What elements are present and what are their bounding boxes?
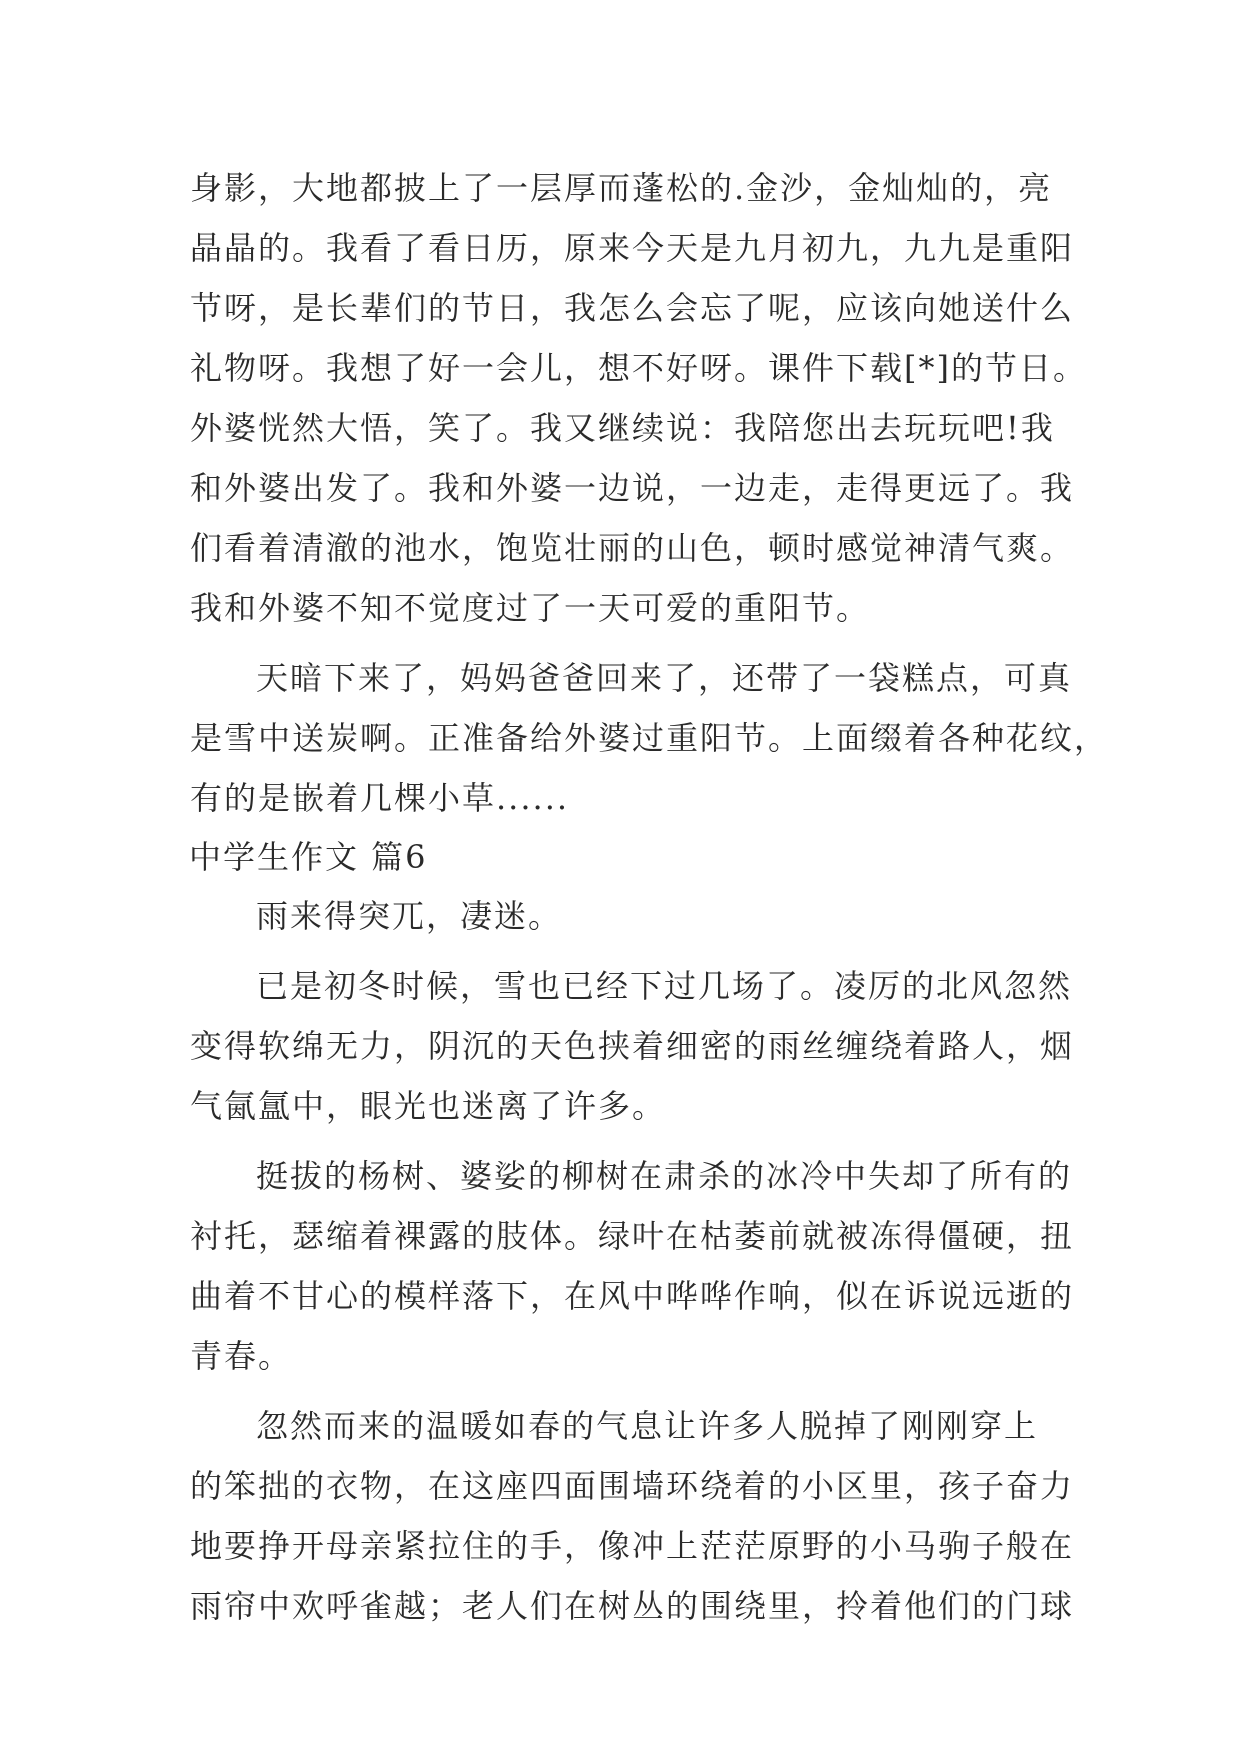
- text-line: 身影，大地都披上了一层厚而蓬松的.金沙，金灿灿的，亮: [190, 169, 1053, 207]
- text-line: 外婆恍然大悟，笑了。我又继续说：我陪您出去玩玩吧!我: [190, 409, 1055, 447]
- paragraph-1: [190, 158, 1087, 638]
- text-line: 我和外婆不知不觉度过了一天可爱的重阳节。: [190, 589, 871, 627]
- text-line: 挺拔的杨树、婆娑的柳树在肃杀的冰冷中失却了所有的: [256, 1157, 1073, 1195]
- paragraph-gap: [190, 946, 1070, 956]
- text-line: 忽然而来的温暖如春的气息让许多人脱掉了刚刚穿上: [256, 1407, 1039, 1445]
- document-body: [189, 158, 1109, 1636]
- section-paragraph-4: [190, 1396, 1075, 1636]
- section-paragraph-3: [190, 1146, 1075, 1386]
- text-line: 晶晶的。我看了看日历，原来今天是九月初九，九九是重阳: [190, 229, 1075, 267]
- text-line: 节呀，是长辈们的节日，我怎么会忘了呢，应该向她送什么: [190, 289, 1075, 327]
- text-line: 气氤氲中，眼光也迷离了许多。: [190, 1087, 667, 1125]
- text-line: 的笨拙的衣物，在这座四面围墙环绕着的小区里，孩子奋力: [190, 1467, 1075, 1505]
- text-line: 衬托，瑟缩着裸露的肢体。绿叶在枯萎前就被冻得僵硬，扭: [190, 1217, 1075, 1255]
- section-paragraph-1: [190, 886, 1070, 946]
- text-line: 曲着不甘心的模样落下，在风中哗哗作响，似在诉说远逝的: [190, 1277, 1075, 1315]
- text-line: 有的是嵌着几棵小草......: [190, 779, 570, 817]
- paragraph-2: [190, 648, 1109, 828]
- paragraph-gap: [190, 638, 1070, 648]
- text-line: 已是初冬时候，雪也已经下过几场了。凌厉的北风忽然: [256, 967, 1073, 1005]
- text-line: 变得软绵无力，阴沉的天色挟着细密的雨丝缠绕着路人，烟: [190, 1027, 1075, 1065]
- section-paragraph-2: [190, 956, 1075, 1136]
- paragraph-gap: [190, 1386, 1070, 1396]
- paragraph-gap: [190, 1136, 1070, 1146]
- text-line: 地要挣开母亲紧拉住的手，像冲上茫茫原野的小马驹子般在: [190, 1527, 1075, 1565]
- text-line: 雨来得突兀，凄迷。: [256, 897, 563, 935]
- text-line: 和外婆出发了。我和外婆一边说，一边走，走得更远了。我: [190, 469, 1075, 507]
- text-line: 礼物呀。我想了好一会儿，想不好呀。课件下载[*]的节日。: [190, 349, 1087, 387]
- section-heading: 中学生作文 篇6: [189, 838, 428, 876]
- text-line: 青春。: [190, 1337, 293, 1375]
- text-line: 雨帘中欢呼雀越；老人们在树丛的围绕里，拎着他们的门球: [190, 1587, 1075, 1625]
- text-line: 是雪中送炭啊。正准备给外婆过重阳节。上面缀着各种花纹，: [190, 719, 1109, 757]
- text-line: 天暗下来了，妈妈爸爸回来了，还带了一袋糕点，可真: [256, 659, 1073, 697]
- text-line: 们看着清澈的池水，饱览壮丽的山色，顿时感觉神清气爽。: [190, 529, 1075, 567]
